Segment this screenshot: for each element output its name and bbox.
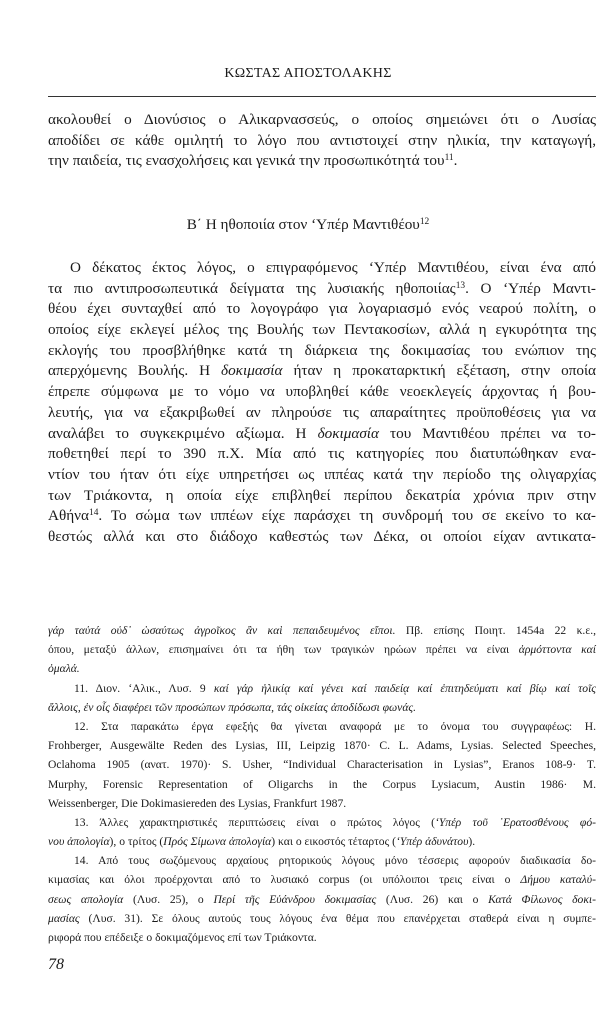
text-segment: Πρός Σίμωνα ἀπολογία xyxy=(163,835,272,849)
footnote-ref: 11 xyxy=(444,153,454,164)
text-segment: αποδίδει σε κάθε ομιλητή το λόγο που αντιστοιχεί στην ηλικία, την καταγωγή, xyxy=(48,131,596,149)
text-segment: ἁρμόττοντα καί xyxy=(518,643,596,657)
text-segment: έπρεπε σύμφωνα με το νόμο να υποβληθεί κάθε νεοεκλεγείς άρχοντας ή βου- xyxy=(48,383,596,401)
text-segment: 11. Διον. ‘Αλικ., Λυσ. 9 xyxy=(74,681,214,695)
text-segment: γάρ ταὐτά οὐδ᾽ ὡσαύτως ἀγροῖκος ἂν καὶ πεπαιδευμένος εἴποι. xyxy=(48,624,396,637)
text-line xyxy=(48,909,596,928)
text-segment: μασίας xyxy=(48,911,80,925)
text-line xyxy=(48,403,596,424)
text-line xyxy=(48,679,596,698)
text-segment: νου ἀπολογία xyxy=(48,835,110,849)
text-segment: Κατά Φίλωνος δοκι- xyxy=(488,892,596,906)
intro-paragraph xyxy=(48,110,596,172)
text-segment: Δήμου καταλύ- xyxy=(520,873,596,887)
text-segment: θέου έχει συνταχθεί από το λογογράφο για λογαριασμό ενός νεαρού πολίτη, ο xyxy=(48,300,596,318)
text-segment: Αθήνα xyxy=(48,507,90,525)
text-line xyxy=(48,775,596,794)
text-line xyxy=(48,698,596,717)
text-line xyxy=(48,890,596,909)
text-segment: σεως απολογία xyxy=(48,892,124,906)
text-segment: 13. Άλλες χαρακτηριστικές περιπτώσεις είναι ο πρώτος λόγος ( xyxy=(74,815,435,829)
text-segment: ), ο τρίτος ( xyxy=(109,835,164,849)
running-head: ΚΩΣΤΑΣ ΑΠΟΣΤΟΛΑΚΗΣ xyxy=(224,66,392,81)
text-segment: Περί τῆς Εὐάνδρου δοκιμασίας xyxy=(213,892,377,906)
text-line xyxy=(48,151,596,172)
text-segment: . Το σώμα των ιππέων είχε παράσχει τη συνδρομή του σε εκείνο το κα- xyxy=(98,507,596,525)
text-line xyxy=(48,341,596,362)
text-segment: (Λυσ. 25), ο xyxy=(123,892,214,906)
text-line xyxy=(48,279,596,300)
text-line xyxy=(48,659,596,678)
text-segment: των Τριάκοντα, η οποία είχε επιβληθεί περίπου δεκατρία χρόνια πριν στην xyxy=(48,486,596,504)
text-line xyxy=(48,424,596,445)
text-line xyxy=(48,258,596,279)
text-line xyxy=(48,131,596,152)
text-segment: κιμασίας και όλοι προέρχονται από το λυσιακό corpus (οι υπόλοιποι τρεις είναι ο xyxy=(48,873,521,887)
text-segment: 14. Από τους σωζόμενους αρχαίους ρητορικούς λόγους μόνο τέσσερις αφορούν διαδικασία δο- xyxy=(74,854,596,868)
text-line xyxy=(48,928,596,947)
text-segment: ) και ο εικοστός τέταρτος ( xyxy=(271,835,396,849)
text-segment: Weissenberger, Die Dokimasiereden des Lysias, Frankfurt 1987. xyxy=(48,796,347,810)
text-segment: (Λυσ. 26) και ο xyxy=(376,892,489,906)
footnote-ref: 13 xyxy=(455,280,466,291)
text-segment: ‘Υπέρ ἀδυνάτου xyxy=(395,835,469,849)
text-line xyxy=(48,832,596,851)
text-segment: ‘Υπέρ τοῦ ᾿Ερατοσθένους φό- xyxy=(434,815,596,829)
section-heading-text: Β΄ Η ηθοποιία στον ‘Υπέρ Μαντιθέου xyxy=(186,216,420,233)
text-segment: ). xyxy=(468,835,476,849)
text-line xyxy=(48,299,596,320)
page-number: 78 xyxy=(48,956,64,973)
text-segment: 12. Στα παρακάτω έργα εφεξής θα γίνεται αναφορά με το όνομα του συγγραφέως: Η. xyxy=(74,719,596,733)
text-line xyxy=(48,382,596,403)
text-segment: εκλογής του προσβλήθηκε κατά τη διάρκεια της δοκιμασίας του ενώπιον της xyxy=(48,341,596,359)
footnote-ref: 14 xyxy=(89,508,99,519)
text-line xyxy=(48,506,596,527)
text-segment: ριφορά που επέδειξε ο δοκιμαζόμενος επί των Τριάκοντα. xyxy=(48,931,317,944)
text-segment: ακολουθεί ο Διονύσιος ο Αλικαρνασσεύς, ο οποίος σημειώνει ότι ο Λυσίας xyxy=(48,111,596,128)
text-segment: όπου, μεταξύ άλλων, επισημαίνει ότι τα ήθη των τραγικών ηρώων πρέπει να είναι xyxy=(48,643,519,657)
text-line xyxy=(48,465,596,486)
text-segment: Ο δέκατος έκτος λόγος, ο επιγραφόμενος ‘Υπέρ Μαντιθέου, είναι ένα από xyxy=(70,259,596,276)
text-segment: καί γάρ ἡλικίᾳ καί γένει καί παιδείᾳ καί ἐπιτηδεύματι καί βίῳ καί τοῖς xyxy=(213,681,596,695)
text-line xyxy=(48,640,596,659)
text-line xyxy=(48,361,596,382)
text-line xyxy=(48,527,596,548)
text-segment: του Μαντιθέου πρέπει να το- xyxy=(379,424,596,442)
text-segment: οποίος είχε εκλεγεί μέλος της Βουλής των Πεντακοσίων, αλλά η εγκυρότητα της xyxy=(48,321,596,339)
text-segment: ήταν η προκαταρκτική εξέταση, στην οποία xyxy=(282,362,597,380)
text-line xyxy=(48,851,596,870)
body-paragraph xyxy=(48,258,596,548)
text-line xyxy=(48,621,596,640)
footnotes xyxy=(48,621,596,947)
text-segment: δοκιμασία xyxy=(317,424,380,442)
text-line xyxy=(48,320,596,341)
text-line xyxy=(48,444,596,465)
header-rule xyxy=(48,96,596,97)
text-segment: . xyxy=(453,152,458,170)
text-line xyxy=(48,794,596,813)
text-segment: ντίον του ήταν ότι είχε υπηρετήσει ως ιππέας κατά την περίοδο της ολιγαρχίας xyxy=(48,465,596,483)
text-segment: . Ο ‘Υπέρ Μαντι- xyxy=(465,279,596,297)
text-segment: Frohberger, Ausgewälte Reden des Lysias, III, Leipzig 1870· C. L. Adams, Lysias. Selected Speeches, xyxy=(48,739,596,753)
text-segment: θεστώς αλλά και στο διάδοχο καθεστώς των Δέκα, οι οποίοι είχαν αντικατα- xyxy=(48,527,596,545)
text-line xyxy=(48,736,596,755)
section-heading xyxy=(0,216,616,234)
text-segment: Murphy, Forensic Representation of Oligarchs in the Corpus Lysiacum, Austin 1986· M. xyxy=(48,777,596,791)
text-segment: ὁμαλά. xyxy=(48,662,80,676)
text-segment: απερχόμενης Βουλής. Η xyxy=(48,362,222,380)
text-segment: ποθετηθεί περί το 390 π.Χ. Μία από τις κατηγορίες που διατυπώθηκαν ενα- xyxy=(48,445,596,463)
text-segment: αναλάβει το συγκεκριμένο αξίωμα. Η xyxy=(48,424,318,442)
footnote-ref: 12 xyxy=(419,216,430,227)
text-segment: (Λυσ. 31). Σε όλους αυτούς τους λόγους ένα θέμα που επανέρχεται σταθερά είναι η συμπε- xyxy=(79,911,596,925)
text-segment: την παιδεία, τις ενασχολήσεις και γενικά την προσωπικότητά του xyxy=(48,152,445,170)
text-segment: Πβ. επίσης Ποιητ. 1454a 22 κ.ε., xyxy=(395,624,596,637)
text-segment: λευτής, για να εξακριβωθεί αν πληρούσε τις απαραίτητες προϋποθέσεις για να xyxy=(48,403,596,421)
text-segment: ἄλλοις, ἐν οἷς διαφέρει τῶν προσώπων πρόσωπα, τάς οἰκείας ἀποδίδωσι φωνάς. xyxy=(48,700,417,714)
text-segment: Oclahoma 1905 (ανατ. 1970)· S. Usher, “Individual Characterisation in Lysias”, Eranos 108-9· T. xyxy=(48,758,596,772)
text-line xyxy=(48,813,596,832)
text-line xyxy=(48,110,596,131)
text-line xyxy=(48,870,596,889)
text-line xyxy=(48,755,596,774)
text-segment: δοκιμασία xyxy=(221,362,283,380)
text-line xyxy=(48,486,596,507)
text-line xyxy=(48,717,596,736)
text-segment: τα πιο αντιπροσωπευτικά δείγματα της λυσιακής ηθοποιίας xyxy=(48,279,456,297)
